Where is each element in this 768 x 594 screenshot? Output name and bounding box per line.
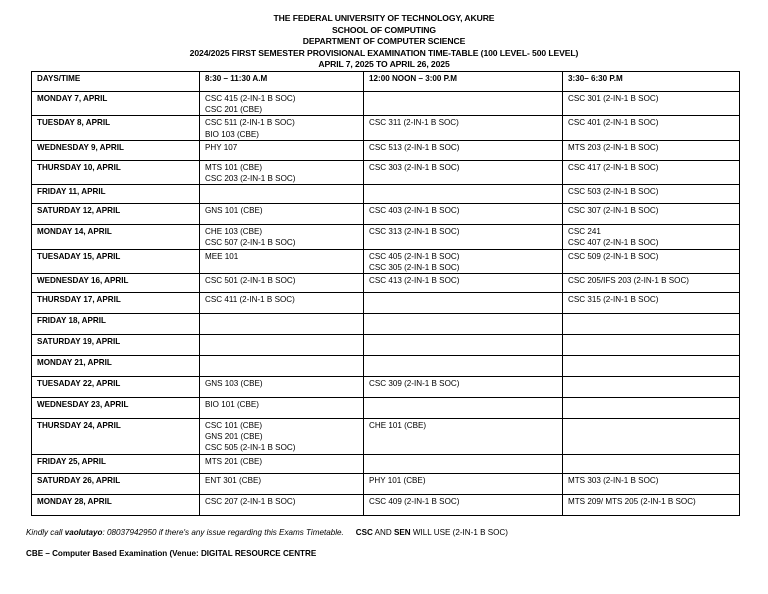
- morning-slot-cell: [200, 356, 364, 377]
- evening-slot-cell: [563, 92, 740, 116]
- exam-entry: MTS 203 (2-IN-1 B SOC): [568, 142, 659, 152]
- morning-slot-cell: [200, 494, 364, 515]
- exam-entry: CSC 207 (2-IN-1 B SOC): [205, 496, 296, 506]
- contact-note: [26, 527, 508, 538]
- table-row: [32, 140, 740, 160]
- timetable-title: 2024/2025 FIRST SEMESTER PROVISIONAL EXAMINATION TIME-TABLE (100 LEVEL- 500 LEVEL): [189, 47, 579, 58]
- table-row: [32, 398, 740, 419]
- exam-entry: CSC 313 (2-IN-1 B SOC): [369, 227, 460, 237]
- evening-slot-cell: [563, 204, 740, 225]
- noon-slot-cell: [364, 160, 563, 184]
- table-row: [32, 274, 740, 293]
- exam-entry: CSC 307 (2-IN-1 B SOC): [568, 206, 659, 216]
- exam-entry: CSC 305 (2-IN-1 B SOC): [369, 262, 460, 272]
- day-cell: SATURDAY 12, APRIL: [32, 204, 200, 225]
- exam-entry: PHY 101 (CBE): [369, 475, 426, 485]
- noon-slot-cell: [364, 293, 563, 314]
- day-cell: FRIDAY 18, APRIL: [32, 314, 200, 335]
- exam-entry: BIO 103 (CBE): [205, 129, 259, 139]
- day-cell: WEDNESDAY 9, APRIL: [32, 140, 200, 160]
- evening-slot-cell: [563, 356, 740, 377]
- noon-slot-cell: [364, 454, 563, 473]
- table-row: [32, 160, 740, 184]
- table-row: [32, 494, 740, 515]
- sen-label: SEN: [394, 528, 411, 537]
- day-cell: MONDAY 21, APRIL: [32, 356, 200, 377]
- evening-slot-cell: [563, 419, 740, 455]
- evening-slot-cell: [563, 160, 740, 184]
- table-row: [32, 377, 740, 398]
- exam-entry: BIO 101 (CBE): [205, 400, 259, 410]
- evening-slot-cell: [563, 140, 740, 160]
- day-cell: WEDNESDAY 16, APRIL: [32, 274, 200, 293]
- exam-entry: MTS 303 (2-IN-1 B SOC): [568, 475, 659, 485]
- exam-entry: CSC 407 (2-IN-1 B SOC): [568, 238, 659, 248]
- exam-entry: CSC 401 (2-IN-1 B SOC): [568, 118, 659, 128]
- exam-entry: CSC 503 (2-IN-1 B SOC): [568, 187, 659, 197]
- header-days-time: DAYS/TIME: [32, 72, 200, 92]
- evening-slot-cell: [563, 377, 740, 398]
- exam-entry: CSC 403 (2-IN-1 B SOC): [369, 206, 460, 216]
- table-row: [32, 356, 740, 377]
- noon-slot-cell: [364, 140, 563, 160]
- morning-slot-cell: [200, 454, 364, 473]
- morning-slot-cell: [200, 293, 364, 314]
- table-row: [32, 419, 740, 455]
- noon-slot-cell: [364, 204, 563, 225]
- exam-entry: CSC 415 (2-IN-1 B SOC): [205, 94, 296, 103]
- table-row: [32, 314, 740, 335]
- noon-slot-cell: [364, 116, 563, 140]
- evening-slot-cell: [563, 473, 740, 494]
- morning-slot-cell: [200, 398, 364, 419]
- table-row: [32, 225, 740, 249]
- evening-slot-cell: [563, 249, 740, 273]
- csc-label: CSC: [355, 528, 373, 537]
- day-cell: TUESADAY 22, APRIL: [32, 377, 200, 398]
- and-label: AND: [372, 528, 394, 537]
- contact-suffix: : 08037942950 if there's any issue regarding this Exams Timetable.: [102, 528, 344, 537]
- evening-slot-cell: [563, 274, 740, 293]
- header-evening-slot: 3:30– 6:30 P.M: [563, 72, 740, 92]
- day-cell: TUESDAY 8, APRIL: [32, 116, 200, 140]
- exam-entry: GNS 201 (CBE): [205, 432, 263, 442]
- exam-entry: CSC 507 (2-IN-1 B SOC): [205, 238, 296, 248]
- exam-entry: CSC 411 (2-IN-1 B SOC): [205, 295, 295, 305]
- table-row: [32, 204, 740, 225]
- exam-entry: CSC 303 (2-IN-1 B SOC): [369, 162, 460, 172]
- exam-entry: MTS 201 (CBE): [205, 456, 263, 466]
- noon-slot-cell: [364, 274, 563, 293]
- exam-entry: CSC 311 (2-IN-1 B SOC): [369, 118, 459, 128]
- exam-entry: CSC 301 (2-IN-1 B SOC): [568, 94, 659, 103]
- noon-slot-cell: [364, 92, 563, 116]
- morning-slot-cell: [200, 419, 364, 455]
- exam-entry: CSC 511 (2-IN-1 B SOC): [205, 118, 295, 128]
- morning-slot-cell: [200, 314, 364, 335]
- morning-slot-cell: [200, 140, 364, 160]
- exam-entry: CSC 409 (2-IN-1 B SOC): [369, 496, 460, 506]
- evening-slot-cell: [563, 454, 740, 473]
- day-cell: THURSDAY 17, APRIL: [32, 293, 200, 314]
- noon-slot-cell: [364, 398, 563, 419]
- exam-entry: CSC 315 (2-IN-1 B SOC): [568, 295, 659, 305]
- exam-entry: CSC 101 (CBE): [205, 421, 263, 431]
- table-row: [32, 293, 740, 314]
- noon-slot-cell: [364, 185, 563, 204]
- morning-slot-cell: [200, 335, 364, 356]
- contact-name: vaolutayo: [64, 528, 103, 537]
- noon-slot-cell: [364, 314, 563, 335]
- table-row: [32, 454, 740, 473]
- evening-slot-cell: [563, 398, 740, 419]
- noon-slot-cell: [364, 473, 563, 494]
- morning-slot-cell: [200, 204, 364, 225]
- day-cell: SATURDAY 26, APRIL: [32, 473, 200, 494]
- department-name: DEPARTMENT OF COMPUTER SCIENCE: [302, 36, 466, 47]
- exam-entry: CHE 103 (CBE): [205, 227, 263, 237]
- noon-slot-cell: [364, 335, 563, 356]
- evening-slot-cell: [563, 314, 740, 335]
- morning-slot-cell: [200, 185, 364, 204]
- morning-slot-cell: [200, 92, 364, 116]
- will-use-label: WILL USE (2-IN-1 B SOC): [410, 528, 508, 537]
- day-cell: MONDAY 7, APRIL: [32, 92, 200, 116]
- table-row: [32, 116, 740, 140]
- exam-entry: CSC 505 (2-IN-1 B SOC): [205, 443, 296, 453]
- exam-entry: CHE 101 (CBE): [369, 421, 427, 431]
- day-cell: SATURDAY 19, APRIL: [32, 335, 200, 356]
- header-morning-slot: 8:30 – 11:30 A.M: [200, 72, 364, 92]
- exam-entry: CSC 201 (CBE): [205, 105, 263, 115]
- exam-entry: CSC 205/IFS 203 (2-IN-1 B SOC): [568, 276, 689, 286]
- evening-slot-cell: [563, 185, 740, 204]
- table-row: [32, 473, 740, 494]
- day-cell: FRIDAY 25, APRIL: [32, 454, 200, 473]
- exam-entry: ENT 301 (CBE): [205, 475, 262, 485]
- morning-slot-cell: [200, 473, 364, 494]
- exam-entry: CSC 413 (2-IN-1 B SOC): [369, 276, 460, 286]
- evening-slot-cell: [563, 116, 740, 140]
- exam-entry: CSC 241: [568, 227, 601, 237]
- morning-slot-cell: [200, 249, 364, 273]
- exam-entry: CSC 405 (2-IN-1 B SOC): [369, 251, 460, 261]
- evening-slot-cell: [563, 494, 740, 515]
- morning-slot-cell: [200, 116, 364, 140]
- table-row: [32, 92, 740, 116]
- exam-entry: CSC 417 (2-IN-1 B SOC): [568, 162, 659, 172]
- table-row: [32, 249, 740, 273]
- university-name: THE FEDERAL UNIVERSITY OF TECHNOLOGY, AKURE: [273, 13, 495, 23]
- day-cell: MONDAY 14, APRIL: [32, 225, 200, 249]
- exam-entry: MTS 209/ MTS 205 (2-IN-1 B SOC): [568, 496, 696, 506]
- exam-timetable: [31, 71, 740, 516]
- day-cell: THURSDAY 10, APRIL: [32, 160, 200, 184]
- day-cell: TUESADAY 15, APRIL: [32, 249, 200, 273]
- exam-entry: MEE 101: [205, 251, 239, 261]
- contact-prefix: Kindly call: [26, 528, 65, 537]
- exam-entry: CSC 513 (2-IN-1 B SOC): [369, 142, 460, 152]
- day-cell: WEDNESDAY 23, APRIL: [32, 398, 200, 419]
- noon-slot-cell: [364, 249, 563, 273]
- day-cell: MONDAY 28, APRIL: [32, 494, 200, 515]
- exam-entry: CSC 501 (2-IN-1 B SOC): [205, 276, 296, 286]
- cbe-legend: CBE – Computer Based Examination (Venue: DIGITAL RESOURCE CENTRE: [26, 549, 317, 558]
- table-header-row: [32, 72, 740, 92]
- exam-entry: CSC 203 (2-IN-1 B SOC): [205, 174, 296, 184]
- table-row: [32, 335, 740, 356]
- exam-entry: CSC 509 (2-IN-1 B SOC): [568, 251, 659, 261]
- evening-slot-cell: [563, 335, 740, 356]
- table-row: [32, 185, 740, 204]
- morning-slot-cell: [200, 225, 364, 249]
- noon-slot-cell: [364, 419, 563, 455]
- noon-slot-cell: [364, 494, 563, 515]
- noon-slot-cell: [364, 377, 563, 398]
- school-name: SCHOOL OF COMPUTING: [332, 24, 436, 35]
- exam-entry: CSC 309 (2-IN-1 B SOC): [369, 379, 460, 389]
- date-range: APRIL 7, 2025 TO APRIL 26, 2025: [318, 59, 450, 70]
- exam-entry: GNS 103 (CBE): [205, 379, 263, 389]
- exam-entry: MTS 101 (CBE): [205, 162, 263, 172]
- noon-slot-cell: [364, 356, 563, 377]
- evening-slot-cell: [563, 293, 740, 314]
- morning-slot-cell: [200, 160, 364, 184]
- morning-slot-cell: [200, 274, 364, 293]
- document-header: [0, 13, 768, 71]
- day-cell: FRIDAY 11, APRIL: [32, 185, 200, 204]
- header-noon-slot: 12:00 NOON – 3:00 P.M: [364, 72, 563, 92]
- noon-slot-cell: [364, 225, 563, 249]
- exam-entry: PHY 107: [205, 142, 238, 152]
- evening-slot-cell: [563, 225, 740, 249]
- exam-entry: GNS 101 (CBE): [205, 206, 263, 216]
- day-cell: THURSDAY 24, APRIL: [32, 419, 200, 455]
- morning-slot-cell: [200, 377, 364, 398]
